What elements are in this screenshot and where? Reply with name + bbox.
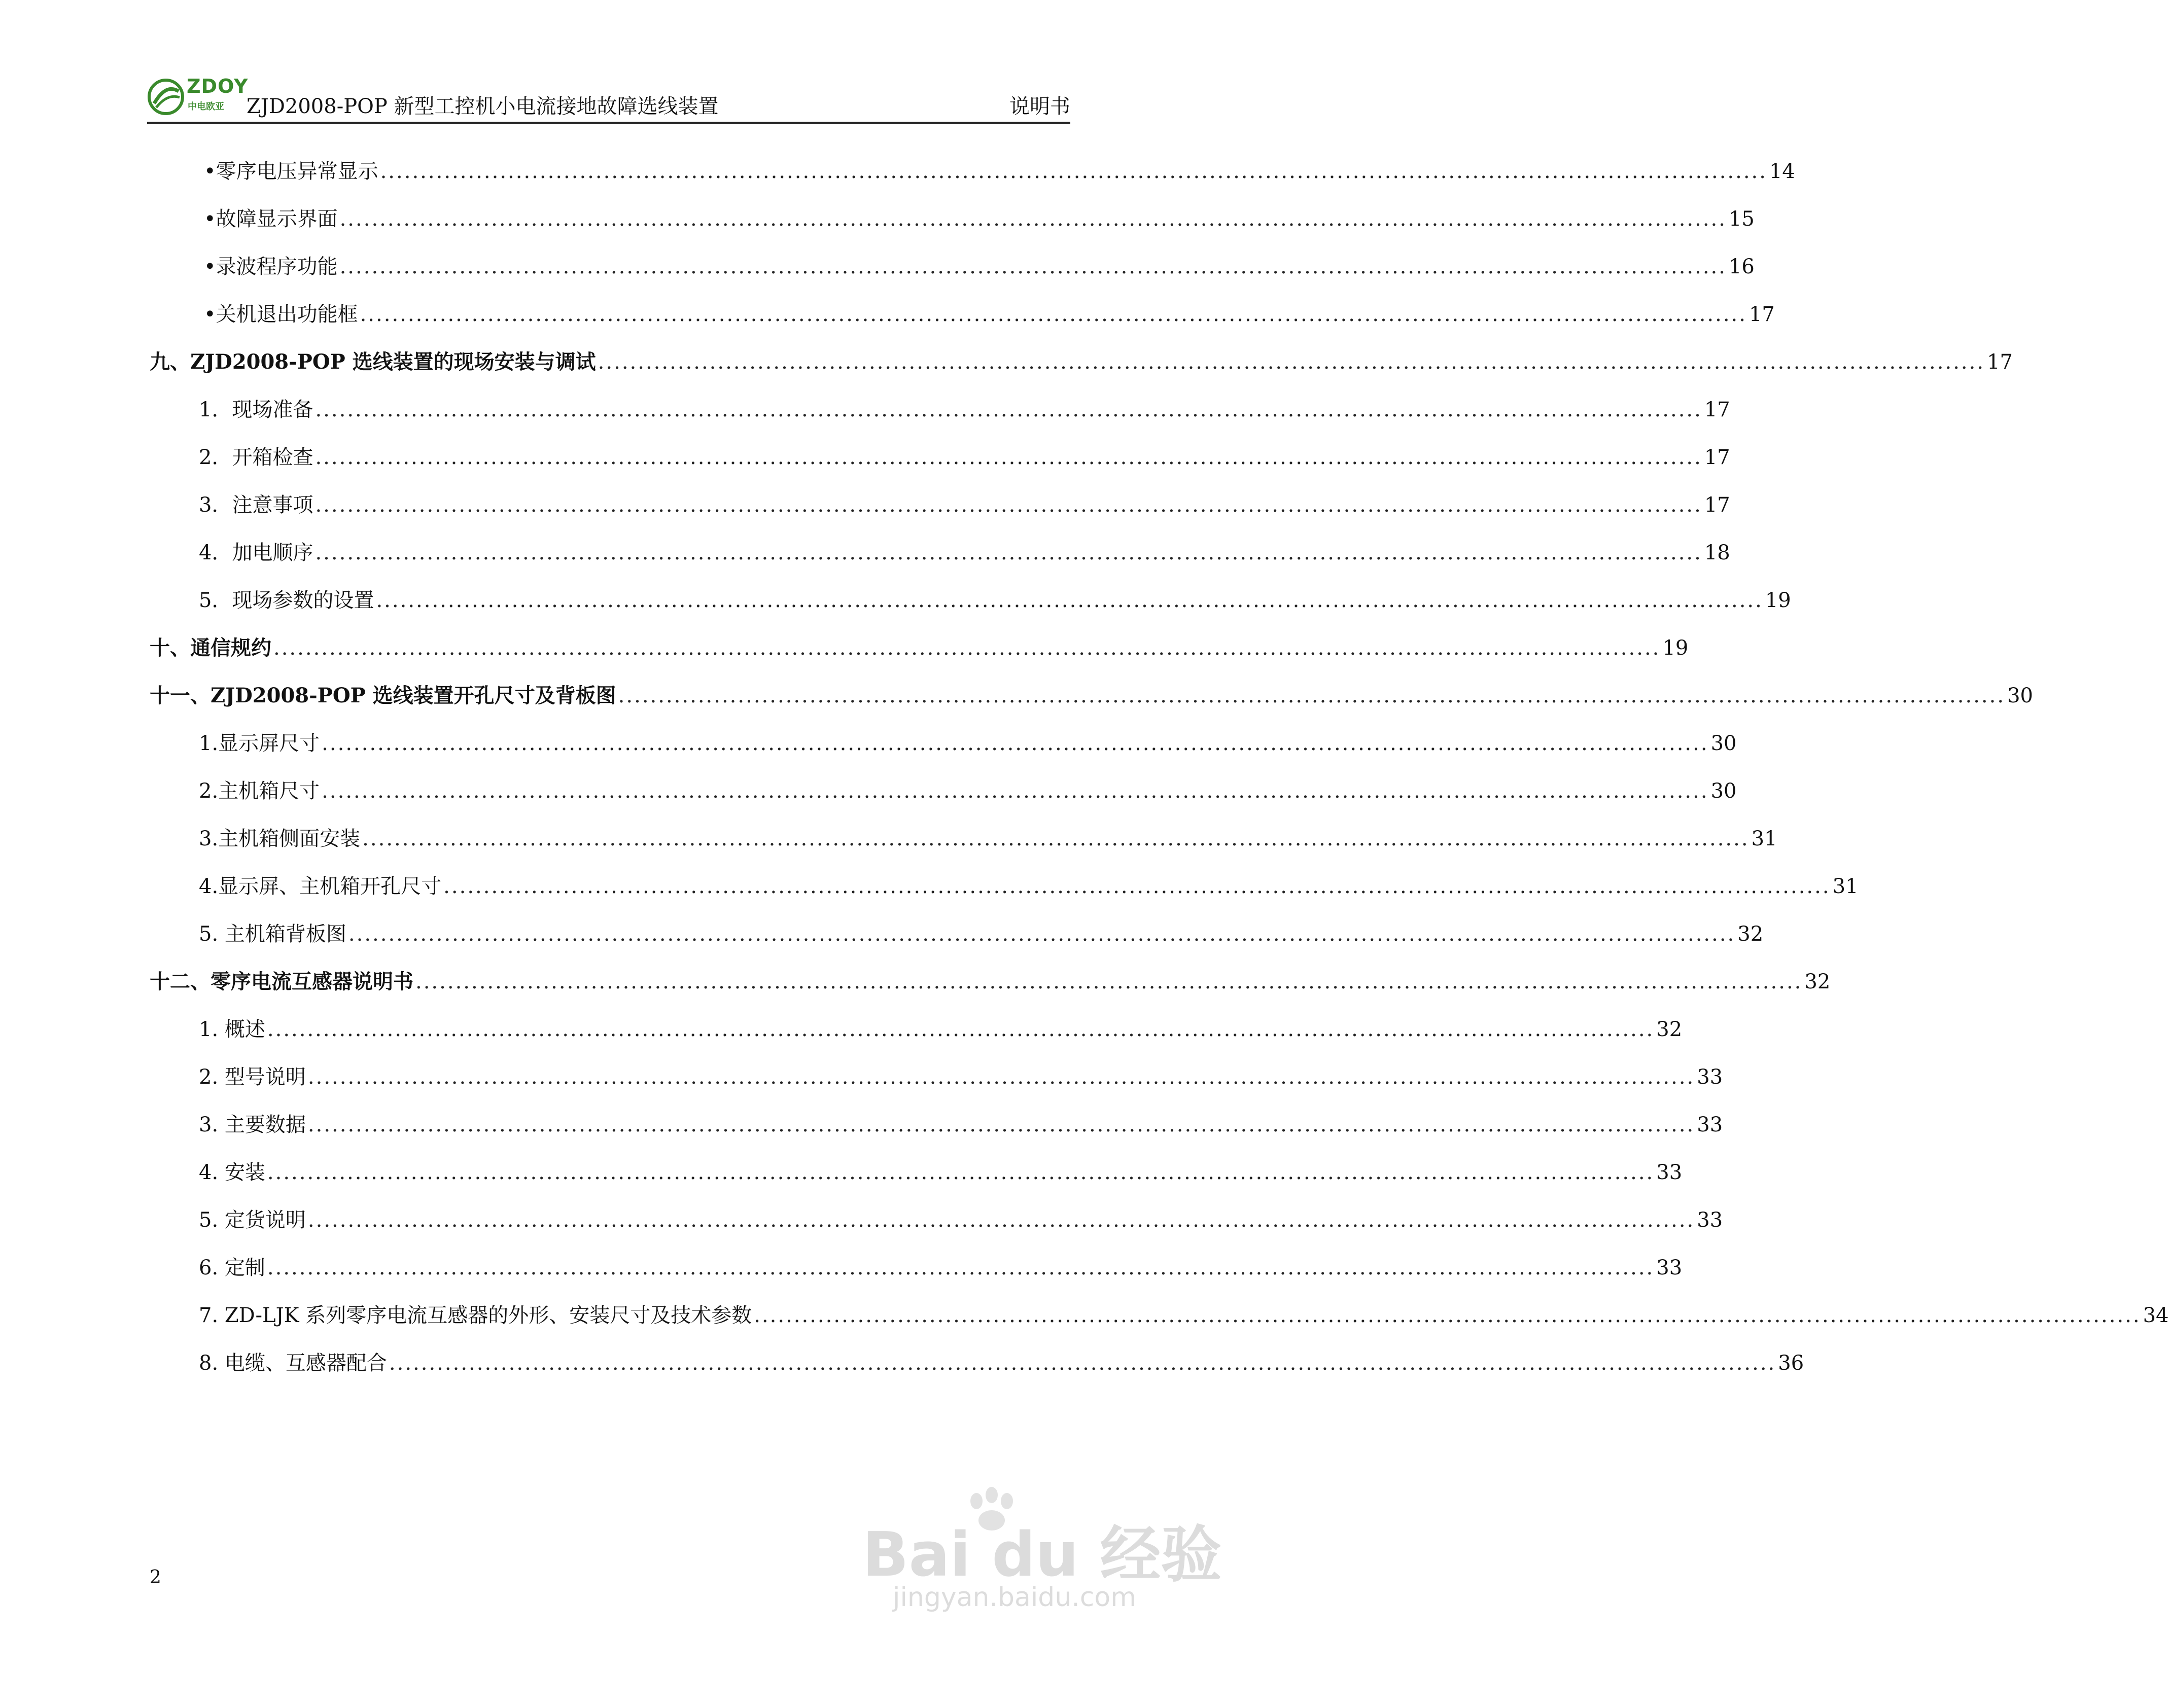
toc-entry-label: 3．注意事项 (199, 493, 313, 517)
toc-entry-label: 2．开箱检查 (199, 446, 313, 469)
toc-entry-label: 3. 主要数据 (199, 1113, 306, 1136)
toc-chapter-entry[interactable] (150, 966, 1831, 996)
toc-entry-page: 33 (1697, 1113, 1723, 1136)
toc-leader: .............................................................................................................................................................................. (339, 207, 1727, 231)
toc-leader: .............................................................................................................................................................................. (267, 1161, 1655, 1184)
toc-entry-label: 通信规约 (190, 636, 271, 660)
toc-leader: .............................................................................................................................................................................. (267, 1018, 1655, 1041)
toc-leader: .............................................................................................................................................................................. (273, 636, 1661, 660)
toc-leader: .............................................................................................................................................................................. (376, 589, 1763, 612)
toc-leader: .............................................................................................................................................................................. (315, 493, 1702, 517)
toc-entry-label: 十一、ZJD2008-POP 选线装置开孔尺寸及背板图 (150, 684, 616, 707)
toc-leader: .............................................................................................................................................................................. (267, 1256, 1655, 1279)
toc-entry-page: 17 (1704, 493, 1730, 517)
toc-entry-page: 19 (1765, 589, 1791, 612)
toc-entry-page: 34 (2143, 1304, 2169, 1327)
toc-entry-page: 17 (1748, 303, 1775, 326)
toc-entry-page: 15 (1728, 207, 1755, 231)
toc-entry-label: •零序电压异常显示 (204, 160, 378, 183)
toc-entry-page: 32 (1656, 1018, 1683, 1041)
baidu-watermark (862, 1486, 1222, 1613)
toc-chapter-entry[interactable] (150, 632, 1689, 662)
toc-entry[interactable] (199, 1156, 1683, 1187)
toc-entry[interactable] (199, 1252, 1683, 1282)
toc-entry-label: 5. 主机箱背板图 (199, 922, 346, 946)
toc-entry-label: •故障显示界面 (204, 207, 338, 231)
logo-subtext: 中电欧亚 (188, 101, 224, 112)
toc-entry[interactable] (199, 1347, 1804, 1377)
watermark-text: Bai du 经验 (862, 1520, 1222, 1590)
toc-chapter-number: 十、 (150, 636, 190, 660)
toc-entry-page: 31 (1751, 827, 1777, 850)
toc-entry[interactable] (199, 823, 1777, 853)
toc-entry-page: 17 (1704, 446, 1730, 469)
toc-entry[interactable] (199, 1204, 1723, 1234)
toc-entry[interactable] (199, 1013, 1683, 1044)
toc-leader: .............................................................................................................................................................................. (315, 541, 1702, 564)
toc-leader: .............................................................................................................................................................................. (415, 970, 1803, 993)
toc-leader: .............................................................................................................................................................................. (339, 255, 1727, 278)
toc-leader: .............................................................................................................................................................................. (618, 684, 2006, 707)
toc-entry-page: 14 (1769, 160, 1795, 183)
toc-leader: .............................................................................................................................................................................. (598, 350, 1985, 374)
toc-leader: .............................................................................................................................................................................. (322, 779, 1709, 803)
toc-entry-page: 16 (1728, 255, 1755, 278)
toc-entry-page: 32 (1737, 922, 1764, 946)
toc-entry[interactable] (204, 251, 1755, 281)
toc-entry-label: 7. ZD-LJK 系列零序电流互感器的外形、安装尺寸及技术参数 (199, 1304, 752, 1327)
toc-entry[interactable] (199, 1109, 1723, 1139)
toc-entry-page: 30 (1710, 732, 1737, 755)
toc-entry-label: 2.主机箱尺寸 (199, 779, 320, 803)
page-header (147, 71, 1070, 124)
toc-entry-page: 36 (1778, 1351, 1804, 1375)
toc-entry-label: 8. 电缆、互感器配合 (199, 1351, 387, 1375)
document-title: ZJD2008-POP 新型工控机小电流接地故障选线装置 (247, 95, 719, 118)
toc-entry-label: 1．现场准备 (199, 398, 313, 421)
toc-entry-label: 4.显示屏、主机箱开孔尺寸 (199, 875, 442, 898)
toc-entry-label: 5．现场参数的设置 (199, 589, 374, 612)
company-logo (147, 75, 249, 121)
toc-leader: .............................................................................................................................................................................. (322, 732, 1709, 755)
toc-leader: .............................................................................................................................................................................. (307, 1208, 1695, 1232)
toc-leader: .............................................................................................................................................................................. (380, 160, 1767, 183)
toc-leader: .............................................................................................................................................................................. (754, 1304, 2141, 1327)
toc-entry[interactable] (199, 727, 1737, 758)
toc-entry[interactable] (199, 441, 1730, 472)
toc-leader: .............................................................................................................................................................................. (389, 1351, 1776, 1375)
toc-entry[interactable] (204, 203, 1755, 233)
toc-entry-page: 33 (1697, 1065, 1723, 1089)
toc-chapter-entry[interactable] (150, 680, 2033, 710)
toc-entry[interactable] (199, 537, 1730, 567)
toc-entry[interactable] (199, 489, 1730, 519)
toc-entry-page: 31 (1832, 875, 1859, 898)
toc-entry-page: 19 (1662, 636, 1689, 660)
toc-leader: .............................................................................................................................................................................. (360, 303, 1747, 326)
toc-leader: .............................................................................................................................................................................. (315, 398, 1702, 421)
toc-entry[interactable] (199, 1061, 1723, 1091)
toc-entry[interactable] (199, 394, 1730, 424)
toc-leader: .............................................................................................................................................................................. (307, 1065, 1695, 1089)
logo-globe-icon (147, 78, 185, 116)
toc-entry-label: 1.显示屏尺寸 (199, 732, 320, 755)
toc-entry-label: 4．加电顺序 (199, 541, 313, 564)
toc-entry-page: 33 (1697, 1208, 1723, 1232)
watermark-url: jingyan.baidu.com (893, 1582, 1136, 1613)
toc-entry[interactable] (199, 918, 1764, 948)
toc-entry-page: 30 (1710, 779, 1737, 803)
toc-leader: .............................................................................................................................................................................. (443, 875, 1831, 898)
toc-entry-label: 零序电流互感器说明书 (211, 970, 413, 993)
toc-entry-label: •录波程序功能 (204, 255, 338, 278)
toc-entry-page: 17 (1704, 398, 1730, 421)
toc-leader: .............................................................................................................................................................................. (362, 827, 1750, 850)
page-number: 2 (150, 1567, 161, 1588)
toc-entry[interactable] (199, 870, 1859, 901)
logo-text: ZDOY (187, 75, 249, 97)
toc-entry-page: 18 (1704, 541, 1730, 564)
document-type: 说明书 (1009, 95, 1070, 118)
toc-chapter-entry[interactable] (150, 346, 2013, 376)
toc-entry-page: 30 (2007, 684, 2033, 707)
toc-chapter-number: 十二、 (150, 970, 211, 993)
toc-entry[interactable] (204, 155, 1795, 186)
toc-entry-label: 5. 定货说明 (199, 1208, 306, 1232)
toc-entry-page: 32 (1804, 970, 1831, 993)
toc-leader: .............................................................................................................................................................................. (348, 922, 1736, 946)
toc-chapter-number: 九、 (150, 350, 190, 374)
toc-entry-label: 3.主机箱侧面安装 (199, 827, 361, 850)
toc-entry-label: 1. 概述 (199, 1018, 265, 1041)
toc-entry-label: 4. 安装 (199, 1161, 265, 1184)
toc-leader: .............................................................................................................................................................................. (307, 1113, 1695, 1136)
toc-entry-page: 33 (1656, 1161, 1683, 1184)
toc-entry-label: 6. 定制 (199, 1256, 265, 1279)
toc-leader: .............................................................................................................................................................................. (315, 446, 1702, 469)
toc-entry-label: •关机退出功能框 (204, 303, 358, 326)
toc-entry-label: ZJD2008-POP 选线装置的现场安装与调试 (190, 350, 596, 374)
toc-entry-label: 2. 型号说明 (199, 1065, 306, 1089)
toc-entry[interactable] (199, 1299, 2169, 1330)
toc-entry-page: 33 (1656, 1256, 1683, 1279)
toc-entry[interactable] (199, 584, 1791, 615)
toc-entry-page: 17 (1987, 350, 2013, 374)
toc-entry[interactable] (199, 775, 1737, 805)
toc-entry[interactable] (204, 298, 1775, 329)
